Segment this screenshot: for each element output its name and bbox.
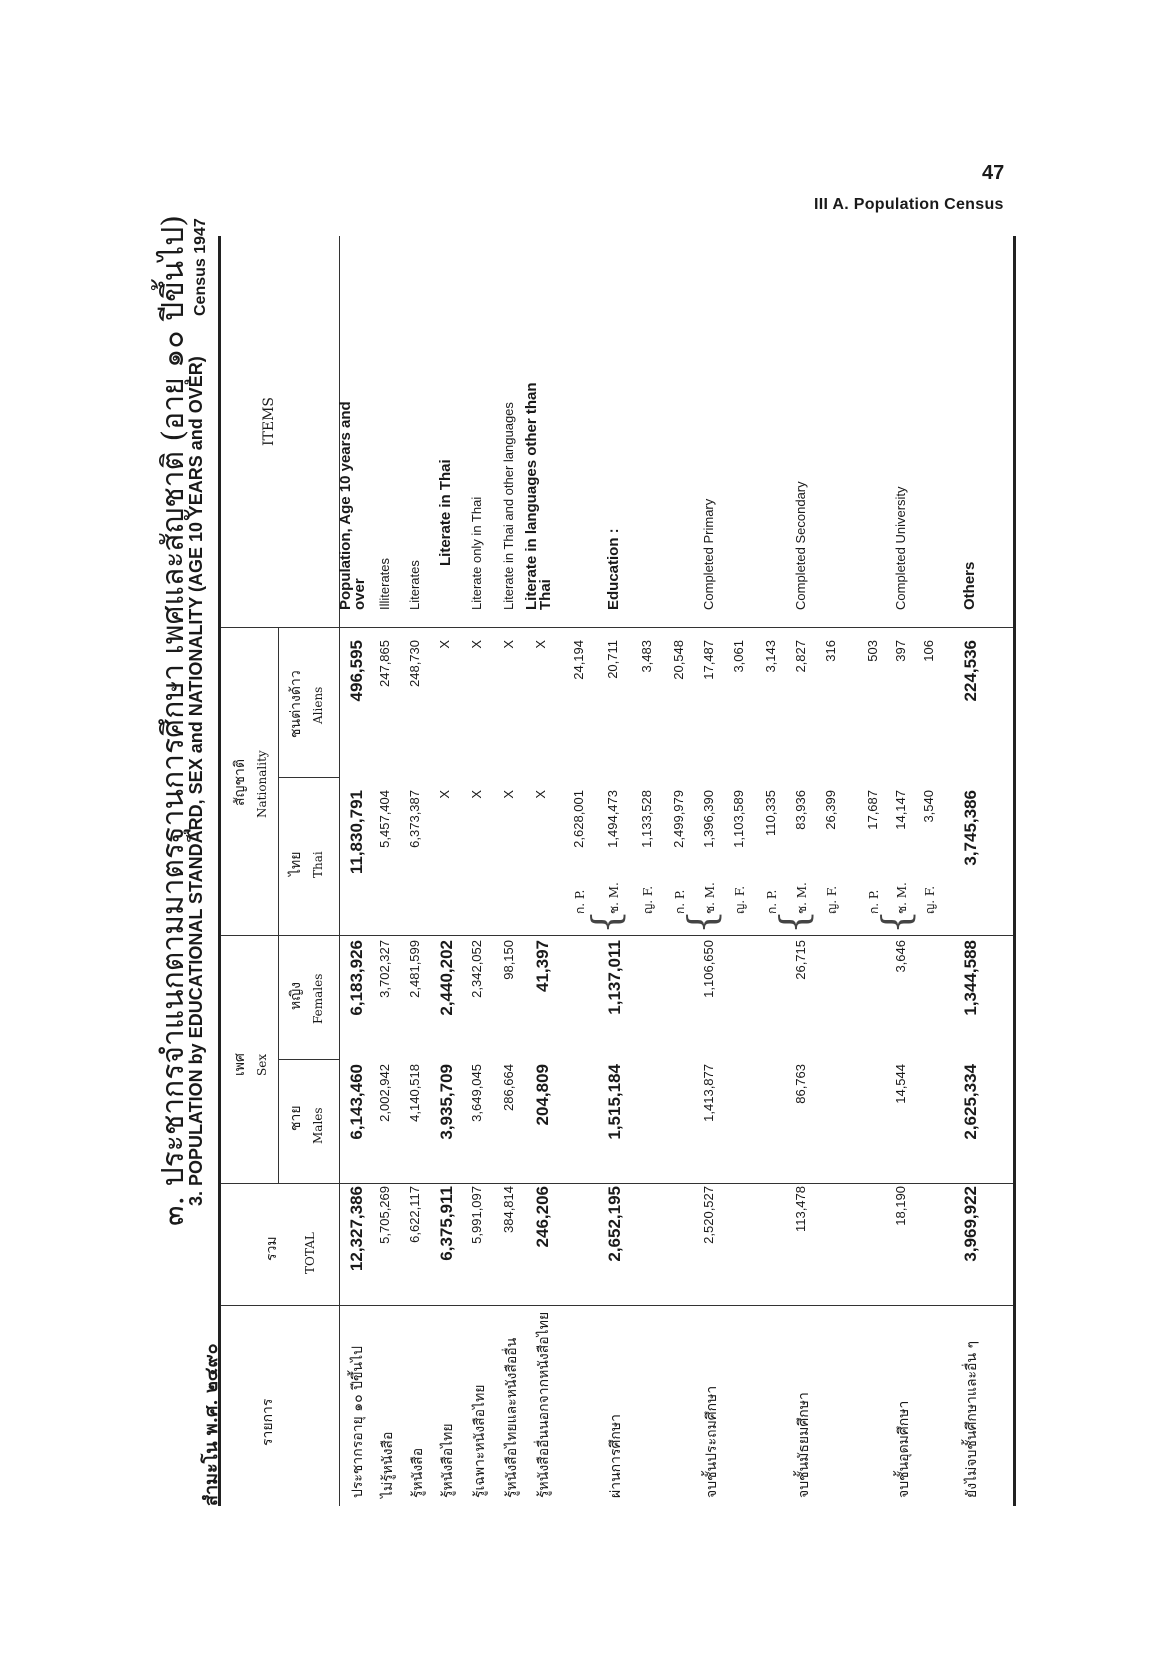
sub-tag: ช. M. <box>703 882 717 914</box>
row-thai: 5,457,404 <box>377 790 392 848</box>
row-males: 4,140,518 <box>407 1064 422 1122</box>
sub-aliens: 397 <box>893 640 908 662</box>
group-females: 1,106,650 <box>701 940 716 998</box>
row-males: 3,649,045 <box>469 1064 484 1122</box>
sub-tag: ก. P. <box>573 889 587 914</box>
row-total: 6,375,911 <box>437 1186 456 1261</box>
sub-thai: 14,147 <box>893 790 908 830</box>
sub-thai: 1,103,589 <box>731 790 746 848</box>
header-nationality-en: Nationality <box>255 750 269 818</box>
header-females-th: หญิง <box>288 982 304 1010</box>
brace-icon: { <box>680 909 724 934</box>
header-items-en: ITEMS <box>261 396 277 446</box>
census-label: Census 1947 <box>192 218 209 316</box>
sub-tag: ญ. F. <box>641 885 655 914</box>
row-males: 204,809 <box>533 1064 552 1126</box>
group-label-th: จบชั้นประถมศึกษา <box>704 1385 720 1498</box>
row-label-en: Literate in Thai <box>437 459 454 566</box>
data-table <box>218 236 1016 1506</box>
row-label-en: Literate in languages other than Thai <box>523 382 554 610</box>
header-males-th: ชาย <box>288 1105 304 1131</box>
group-label-th: ผ่านการศึกษา <box>608 1414 624 1498</box>
row-males: 6,143,460 <box>347 1064 366 1140</box>
group-label-en: Completed Secondary <box>793 481 808 610</box>
group-label-en: Completed University <box>893 486 908 610</box>
others-label-th: ยังไม่จบชั้นศึกษาและอื่น ๆ <box>964 1341 980 1498</box>
row-males: 286,664 <box>501 1064 516 1111</box>
group-total: 2,520,527 <box>701 1186 716 1244</box>
header-items-th: รายการ <box>260 1398 276 1446</box>
header-aliens-th: ชนต่างด้าว <box>288 670 304 738</box>
row-thai: X <box>437 790 452 799</box>
sub-tag: ช. M. <box>895 882 909 914</box>
row-total: 246,206 <box>533 1186 552 1248</box>
sub-aliens: 3,143 <box>763 640 778 673</box>
group-males: 86,763 <box>793 1064 808 1104</box>
header-sex-th: เพศ <box>232 1053 248 1076</box>
sub-aliens: 106 <box>921 640 936 662</box>
sub-thai: 1,133,528 <box>639 790 654 848</box>
row-total: 5,991,097 <box>469 1186 484 1244</box>
sub-aliens: 24,194 <box>571 640 586 680</box>
row-label-th: ประชากรอายุ ๑๐ ปีขึ้นไป <box>350 1345 366 1498</box>
row-total: 5,705,269 <box>377 1186 392 1244</box>
sub-thai: 2,628,001 <box>571 790 586 848</box>
row-aliens: X <box>533 640 548 649</box>
others-aliens: 224,536 <box>961 640 980 702</box>
sub-tag: ช. M. <box>795 882 809 914</box>
sub-tag: ญ. F. <box>923 885 937 914</box>
row-label-th: ไม่รู้หนังสือ <box>380 1431 396 1498</box>
row-females: 98,150 <box>501 940 516 980</box>
sub-thai: 83,936 <box>793 790 808 830</box>
others-total: 3,969,922 <box>961 1186 980 1262</box>
group-females: 26,715 <box>793 940 808 980</box>
group-total: 18,190 <box>893 1186 908 1226</box>
row-aliens: 496,595 <box>347 640 366 702</box>
sub-aliens: 2,827 <box>793 640 808 673</box>
header-total-th: รวม <box>264 1236 280 1261</box>
group-label-en: Education : <box>605 528 622 610</box>
row-thai: X <box>469 790 484 799</box>
brace-icon: { <box>772 909 816 934</box>
group-label-th: จบชั้นอุดมศึกษา <box>896 1400 912 1498</box>
group-males: 1,413,877 <box>701 1064 716 1122</box>
row-females: 6,183,926 <box>347 940 366 1016</box>
row-females: 41,397 <box>533 940 552 992</box>
sub-thai: 3,540 <box>921 790 936 823</box>
sub-tag: ก. P. <box>867 889 881 914</box>
group-females: 1,137,011 <box>605 940 624 1015</box>
section-title: III A. Population Census <box>814 196 1004 213</box>
sub-aliens: 17,487 <box>701 640 716 680</box>
row-label-th: รู้หนังสือ <box>410 1447 426 1498</box>
group-males: 14,544 <box>893 1064 908 1104</box>
row-label-en: Literate in Thai and other languages <box>501 402 516 610</box>
row-aliens: 247,865 <box>377 640 392 687</box>
header-nationality-th: สัญชาติ <box>232 759 248 806</box>
sub-tag: ช. M. <box>607 882 621 914</box>
brace-icon: { <box>584 909 628 934</box>
group-total: 2,652,195 <box>605 1186 624 1262</box>
sub-thai: 1,396,390 <box>701 790 716 848</box>
english-title: 3. POPULATION by EDUCATIONAL STANDARD, SEX and NATIONALITY (AGE 10 YEARS and OVER) <box>186 356 206 1206</box>
others-thai: 3,745,386 <box>961 790 980 866</box>
row-females: 3,702,327 <box>377 940 392 998</box>
row-females: 2,481,599 <box>407 940 422 998</box>
header-sex-en: Sex <box>255 1053 269 1076</box>
row-total: 384,814 <box>501 1186 516 1233</box>
thai-title: ๓. ประชากรจำแนกตามมาตรฐานการศึกษา เพศและสัญชาติ (อายุ ๑๐ ปีขึ้นไป) <box>156 215 191 1226</box>
row-aliens: 248,730 <box>407 640 422 687</box>
row-label-en: Population, Age 10 years and over <box>337 401 368 610</box>
header-thai-th: ไทย <box>288 851 304 876</box>
sub-aliens: 20,711 <box>605 640 620 679</box>
sub-thai: 1,494,473 <box>605 790 620 848</box>
grid-line <box>278 936 279 1184</box>
header-total-en: TOTAL <box>303 1232 317 1274</box>
row-thai: X <box>501 790 516 799</box>
others-females: 1,344,588 <box>961 940 980 1016</box>
group-label-th: จบชั้นมัธยมศึกษา <box>796 1392 812 1498</box>
grid-line <box>278 777 339 778</box>
header-females-en: Females <box>311 973 325 1024</box>
sub-tag: ญ. F. <box>733 885 747 914</box>
header-males-en: Males <box>311 1107 325 1144</box>
sub-tag: ก. P. <box>673 889 687 914</box>
row-total: 12,327,386 <box>347 1186 366 1272</box>
sub-aliens: 316 <box>823 640 838 662</box>
brace-icon: { <box>874 909 918 934</box>
others-males: 2,625,334 <box>961 1064 980 1140</box>
sub-aliens: 503 <box>865 640 880 662</box>
others-label-en: Others <box>961 561 978 610</box>
rotated-table-page <box>150 215 1010 1506</box>
row-label-th: รู้หนังสือไทยและหนังสืออื่น <box>504 1337 520 1498</box>
page-number: 47 <box>982 162 1005 184</box>
grid-line <box>278 1059 339 1060</box>
row-label-en: Illiterates <box>377 557 392 610</box>
row-females: 2,440,202 <box>437 940 456 1016</box>
sub-aliens: 20,548 <box>671 640 686 680</box>
row-thai: 6,373,387 <box>407 790 422 848</box>
sub-aliens: 3,483 <box>639 640 654 673</box>
group-label-en: Completed Primary <box>701 498 716 610</box>
row-label-th: รู้เฉพาะหนังสือไทย <box>472 1384 488 1498</box>
group-total: 113,478 <box>793 1186 808 1233</box>
row-label-th: รู้หนังสือไทย <box>440 1423 456 1498</box>
row-aliens: X <box>469 640 484 649</box>
sub-tag: ก. P. <box>765 889 779 914</box>
sub-aliens: 3,061 <box>731 640 746 673</box>
sub-tag: ญ. F. <box>825 885 839 914</box>
row-total: 6,622,117 <box>407 1186 422 1243</box>
group-males: 1,515,184 <box>605 1064 624 1140</box>
row-males: 2,002,942 <box>377 1064 392 1122</box>
period-label: สำมะโน พ.ศ. ๒๔๙๐ <box>201 1343 222 1506</box>
sub-thai: 110,335 <box>763 790 778 837</box>
row-label-en: Literates <box>407 560 422 610</box>
row-males: 3,935,709 <box>437 1064 456 1140</box>
sub-thai: 2,499,979 <box>671 790 686 848</box>
sub-thai: 17,687 <box>865 790 880 830</box>
row-label-th: รู้หนังสืออื่นนอกจากหนังสือไทย <box>536 1311 552 1498</box>
row-thai: 11,830,791 <box>347 790 366 875</box>
sub-thai: 26,399 <box>823 790 838 830</box>
header-thai-en: Thai <box>311 851 325 878</box>
group-females: 3,646 <box>893 940 908 973</box>
header-aliens-en: Aliens <box>311 686 325 724</box>
row-thai: X <box>533 790 548 799</box>
row-aliens: X <box>437 640 452 649</box>
row-label-en: Literate only in Thai <box>469 496 484 610</box>
row-aliens: X <box>501 640 516 649</box>
row-females: 2,342,052 <box>469 940 484 998</box>
grid-line <box>278 628 279 936</box>
